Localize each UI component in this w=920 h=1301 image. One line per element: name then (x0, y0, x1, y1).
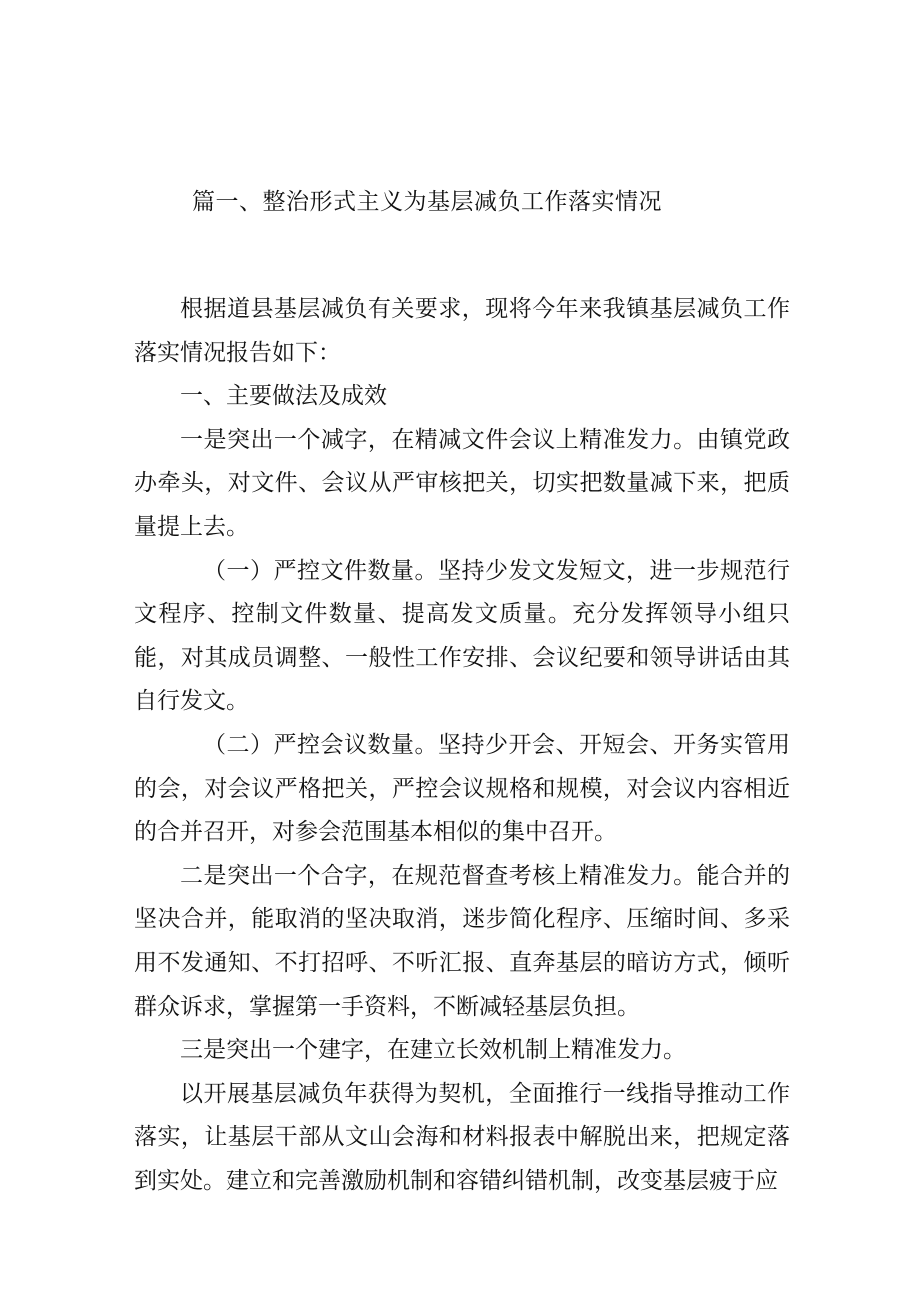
document-body (134, 288, 790, 1203)
paragraph-subpoint-two: （二）严控会议数量。坚持少开会、开短会、开务实管用的会，对会议严格把关，严控会议规格和规模，对会议内容相近的合并召开，对参会范围基本相似的集中召开。 (134, 731, 790, 846)
section-heading: 一、主要做法及成效 (180, 383, 387, 410)
paragraph-subpoint-one: （一）严控文件数量。坚持少发文发短文，进一步规范行文程序、控制文件数量、提高发文质量。充分发挥领导小组只能，对其成员调整、一般性工作安排、会议纪要和领导讲话由其自行发文。 (134, 557, 790, 715)
paragraph-closing: 以开展基层减负年获得为契机，全面推行一线指导推动工作落实，让基层干部从文山会海和材料报表中解脱出来，把规定落到实处。建立和完善激励机制和容错纠错机制，改变基层疲于应 (134, 1080, 790, 1194)
paragraph-point-two: 二是突出一个合字，在规范督查考核上精准发力。能合并的坚决合并，能取消的坚决取消，迷步简化程序、压缩时间、多采用不发通知、不打招呼、不听汇报、直奔基层的暗访方式，倾听群众诉求，掌握第一手资料，不断减轻基层负担。 (134, 862, 790, 1020)
paragraph-point-three: 三是突出一个建字，在建立长效机制上精准发力。 (180, 1037, 686, 1064)
paragraph-intro: 根据道县基层减负有关要求，现将今年来我镇基层减负工作落实情况报告如下： (134, 296, 790, 366)
document-title: 篇一、整治形式主义为基层减负工作落实情况 (192, 189, 662, 215)
paragraph-point-one: 一是突出一个减字，在精减文件会议上精准发力。由镇党政办牵头，对文件、会议从严审核把关，切实把数量减下来，把质量提上去。 (134, 426, 790, 540)
